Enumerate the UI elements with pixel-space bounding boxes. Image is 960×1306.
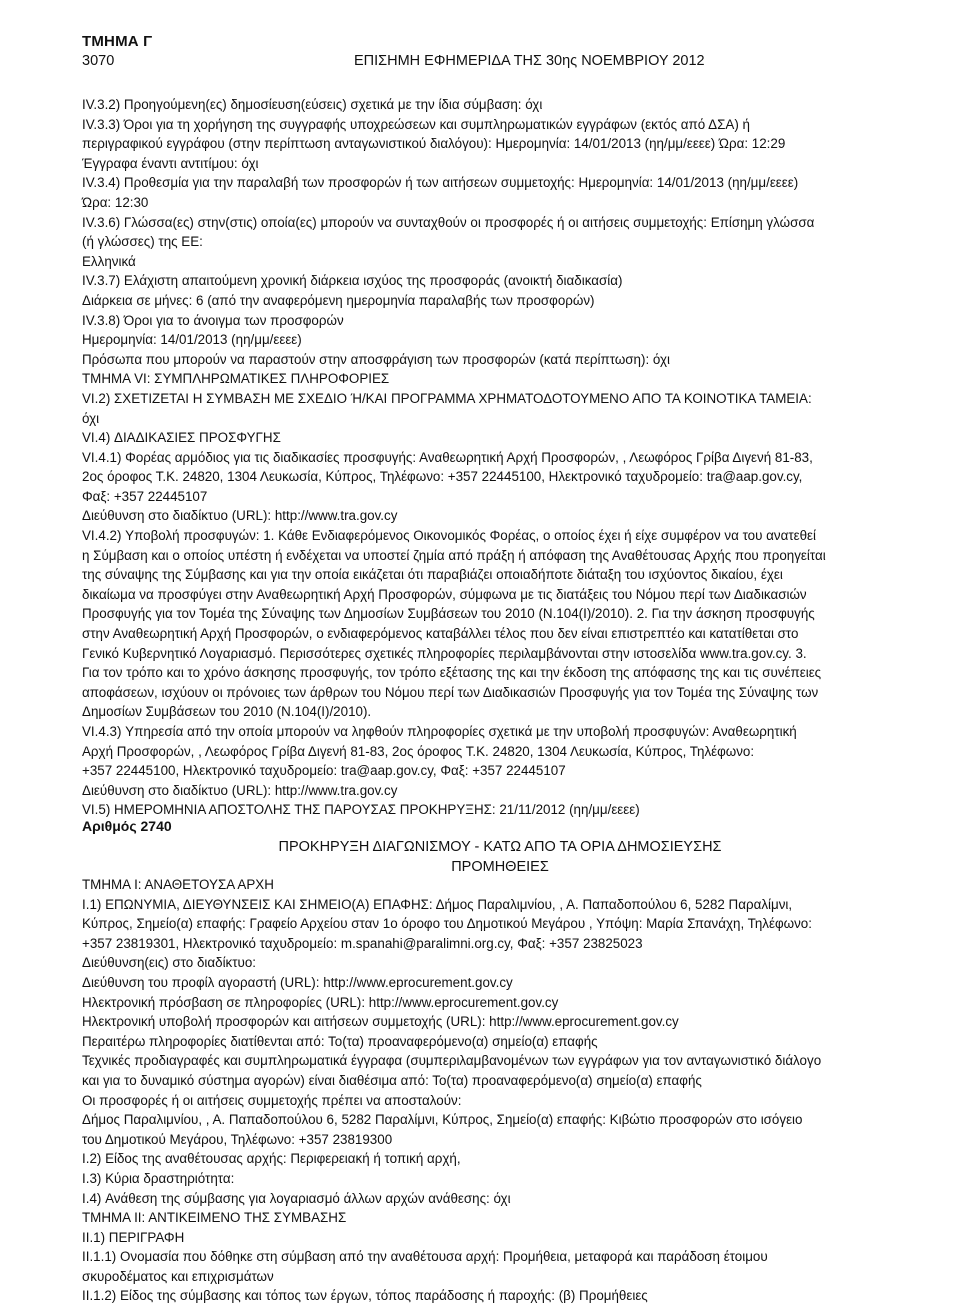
text-line: II.1) ΠΕΡΙΓΡΑΦΗ xyxy=(82,1229,185,1245)
notice-continuation-text xyxy=(82,95,918,820)
text-line: VI.5) ΗΜΕΡΟΜΗΝΙΑ ΑΠΟΣΤΟΛΗΣ ΤΗΣ ΠΑΡΟΥΣΑΣ ΠΡΟΚΗΡΥΞΗΣ: 21/11/2012 (ηη/μμ/εεεε) xyxy=(82,802,640,818)
page-header xyxy=(82,53,902,75)
text-line: Ηλεκτρονική υποβολή προσφορών και αιτήσεων συμμετοχής (URL): http://www.eprocurement.gov.cy xyxy=(82,1014,679,1030)
text-line: Αρχή Προσφορών, , Λεωφόρος Γρίβα Διγενή 81-83, 2ος όροφος Τ.Κ. 24820, 1304 Λευκωσία, Κύπρος, Τηλέφωνο: xyxy=(82,743,755,759)
notice-title-line1: ΠΡΟΚΗΡΥΞΗ ΔΙΑΓΩΝΙΣΜΟΥ - ΚΑΤΩ ΑΠΟ ΤΑ ΟΡΙΑ ΔΗΜΟΣΙΕΥΣΗΣ xyxy=(278,839,722,855)
text-line: (ή γλώσσες) της ΕΕ: xyxy=(82,234,203,250)
text-line: IV.3.3) Όροι για τη χορήγηση της συγγραφής υποχρεώσεων και συμπληρωματικών εγγράφων (εκτός από ΔΣΑ) ή xyxy=(82,116,750,132)
page-number: 3070 xyxy=(82,53,115,69)
text-line: Οι προσφορές ή οι αιτήσεις συμμετοχής πρέπει να αποσταλούν: xyxy=(82,1092,462,1108)
notice-title-line2: ΠΡΟΜΗΘΕΙΕΣ xyxy=(451,859,549,875)
text-line: Διεύθυνση στο διαδίκτυο (URL): http://www.tra.gov.cy xyxy=(82,508,398,524)
text-line: ΤΜΗΜΑ Ι: ΑΝΑΘΕΤΟΥΣΑ ΑΡΧΗ xyxy=(82,877,274,892)
text-line: +357 22445100, Ηλεκτρονικό ταχυδρομείο: tra@aap.gov.cy, Φαξ: +357 22445107 xyxy=(82,763,566,779)
text-line: στην Αναθεωρητική Αρχή Προσφορών, ο ενδιαφερόμενος καταβάλλει τέλος που δεν είναι επιστρεπτέο και κατατίθεται στο xyxy=(82,626,799,642)
text-line: IV.3.6) Γλώσσα(ες) στην(στις) οποία(ες) μπορούν να συνταχθούν οι προσφορές ή οι αιτήσεις συμμετοχής: Επίσημη γλώσσα xyxy=(82,214,815,230)
text-line: ΤΜΗΜΑ VI: ΣΥΜΠΛΗΡΩΜΑΤΙΚΕΣ ΠΛΗΡΟΦΟΡΙΕΣ xyxy=(82,371,390,387)
text-line: +357 23819301, Ηλεκτρονικό ταχυδρομείο: m.spanahi@paralimni.org.cy, Φαξ: +357 23825023 xyxy=(82,935,643,951)
text-line: I.3) Κύρια δραστηριότητα: xyxy=(82,1170,235,1186)
text-line: Προσφυγής για τον Τομέα της Σύναψης των Δημοσίων Συμβάσεων του 2010 (Ν.104(Ι)/2010). 2. Για την άσκηση προσφυγής xyxy=(82,606,815,622)
text-line: II.1.1) Ονομασία που δόθηκε στη σύμβαση από την αναθέτουσα αρχή: Προμήθεια, μεταφορά και παράδοση έτοιμου xyxy=(82,1249,768,1265)
text-line: Ημερομηνία: 14/01/2013 (ηη/μμ/εεεε) xyxy=(82,332,302,348)
text-line: περιγραφικού εγγράφου (στην περίπτωση ανταγωνιστικού διαλόγου): Ημερομηνία: 14/01/2013 (ηη/μμ/εεεε) Ώρα: 12:29 xyxy=(82,136,786,152)
text-line: Ώρα: 12:30 xyxy=(82,194,149,210)
text-line: ΤΜΗΜΑ ΙΙ: ΑΝΤΙΚΕΙΜΕΝΟ ΤΗΣ ΣΥΜΒΑΣΗΣ xyxy=(82,1210,347,1226)
text-line: της σύναψης της Σύμβασης και για την οποία εικάζεται ότι παραβιάζει οποιαδήποτε διάταξη του ισχύοντος δικαίου, έχει xyxy=(82,567,783,583)
notice-body-text xyxy=(82,875,918,1306)
text-line: I.2) Είδος της αναθέτουσας αρχής: Περιφερειακή ή τοπική αρχή, xyxy=(82,1151,461,1167)
text-line: Δημοσίων Συμβάσεων του 2010 (Ν.104(Ι)/2010). xyxy=(82,704,372,720)
text-line: VI.4.2) Υποβολή προσφυγών: 1. Κάθε Ενδιαφερόμενος Οικονομικός Φορέας, ο οποίος έχει ή είχε συμφέρον να του ανατεθεί xyxy=(82,528,816,544)
text-line: Ηλεκτρονική πρόσβαση σε πληροφορίες (URL): http://www.eprocurement.gov.cy xyxy=(82,994,559,1010)
notice-number: Αριθμός 2740 xyxy=(82,818,172,834)
text-line: Διεύθυνση(εις) στο διαδίκτυο: xyxy=(82,955,257,971)
text-line: II.1.2) Είδος της σύμβασης και τόπος των έργων, τόπος παράδοσης ή παροχής: (β) Προμήθειες xyxy=(82,1288,648,1304)
text-line: I.4) Ανάθεση της σύμβασης για λογαριασμό άλλων αρχών ανάθεσης: όχι xyxy=(82,1190,511,1206)
text-line: Για τον τρόπο και το χρόνο άσκησης προσφυγής, τον τρόπο εξέτασης της και την έκδοση της απόφασης της και τις συνέπειες xyxy=(82,665,822,681)
text-line: Ελληνικά xyxy=(82,253,136,269)
text-line: Διεύθυνση του προφίλ αγοραστή (URL): http://www.eprocurement.gov.cy xyxy=(82,974,513,990)
text-line: Πρόσωπα που μπορούν να παραστούν στην αποσφράγιση των προσφορών (κατά περίπτωση): όχι xyxy=(82,351,670,367)
text-line: IV.3.2) Προηγούμενη(ες) δημοσίευση(εύσεις) σχετικά με την ίδια σύμβαση: όχι xyxy=(82,97,543,112)
text-line: Περαιτέρω πληροφορίες διατίθενται από: Το(τα) προαναφερόμενο(α) σημείο(α) επαφής xyxy=(82,1033,598,1049)
text-line: Διάρκεια σε μήνες: 6 (από την αναφερόμενη ημερομηνία παραλαβής των προσφορών) xyxy=(82,292,595,308)
text-line: και για το δυναμικό σύστημα αγορών) είναι διαθέσιμα από: Το(τα) προαναφερόμενο(α) σημείο(α) επαφής xyxy=(82,1072,702,1088)
text-line: του Δημοτικού Μεγάρου, Τηλέφωνο: +357 23819300 xyxy=(82,1131,393,1147)
text-line: Έγγραφα έναντι αντιτίμου: όχι xyxy=(82,155,259,171)
text-line: Τεχνικές προδιαγραφές και συμπληρωματικά έγγραφα (συμπεριλαμβανομένων των εγγράφων για τον ανταγωνιστικό διάλογο xyxy=(82,1053,822,1069)
text-line: VI.4.1) Φορέας αρμόδιος για τις διαδικασίες προσφυγής: Αναθεωρητική Αρχή Προσφορών, , Λεωφόρος Γρίβα Διγενή 81-83, xyxy=(82,449,813,465)
text-line: Διεύθυνση στο διαδίκτυο (URL): http://www.tra.gov.cy xyxy=(82,782,398,798)
text-line: 2ος όροφος Τ.Κ. 24820, 1304 Λευκωσία, Κύπρος, Τηλέφωνο: +357 22445100, Ηλεκτρονικό ταχυδρομείο: tra@aap.gov.cy, xyxy=(82,469,803,485)
text-line: Κύπρος, Σημείο(α) επαφής: Γραφείο Αρχείου σταν 1ο όροφο του Δημοτικού Μεγάρου , Υπόψη: Μαρία Σπανάχη, Τηλέφωνο: xyxy=(82,916,812,932)
text-line: I.1) ΕΠΩΝΥΜΙΑ, ΔΙΕΥΘΥΝΣΕΙΣ ΚΑΙ ΣΗΜΕΙΟ(Α) ΕΠΑΦΗΣ: Δήμος Παραλιμνίου, , Α. Παπαδοπούλου 6, 5282 Παραλίμνι, xyxy=(82,896,793,912)
text-line: όχι xyxy=(82,410,100,426)
text-line: Δήμος Παραλιμνίου, , Α. Παπαδοπούλου 6, 5282 Παραλίμνι, Κύπρος, Σημείο(α) επαφής: Κιβώτιο προσφορών στο ισόγειο xyxy=(82,1112,803,1128)
text-line: Γενικό Κυβερνητικό Λογαριασμό. Περισσότερες σχετικές πληροφορίες περιλαμβάνονται στην ιστοσελίδα www.tra.gov.cy. 3. xyxy=(82,645,807,661)
section-tag: ΤΜΗΜΑ Γ xyxy=(82,33,153,50)
text-line: δικαίωμα να προσφύγει στην Αναθεωρητική Αρχή Προσφορών, σύμφωνα με τις διατάξεις του Νόμου περί των Διαδικασιών xyxy=(82,586,807,602)
text-line: η Σύμβαση και ο οποίος υπέστη ή ενδέχεται να υποστεί ζημία από πράξη ή απόφαση της Αναθέτουσας Αρχής που προηγείται xyxy=(82,547,826,563)
text-line: VI.4) ΔΙΑΔΙΚΑΣΙΕΣ ΠΡΟΣΦΥΓΗΣ xyxy=(82,430,281,446)
text-line: IV.3.4) Προθεσμία για την παραλαβή των προσφορών ή των αιτήσεων συμμετοχής: Ημερομηνία: 14/01/2013 (ηη/μμ/εεεε) xyxy=(82,175,799,191)
running-title: ΕΠΙΣΗΜΗ ΕΦΗΜΕΡΙΔΑ ΤΗΣ 30ης ΝΟΕΜΒΡΙΟΥ 2012 xyxy=(354,53,705,69)
text-line: IV.3.7) Ελάχιστη απαιτούμενη χρονική διάρκεια ισχύος της προσφοράς (ανοικτή διαδικασία) xyxy=(82,273,623,289)
text-line: αποφάσεων, ισχύουν οι πρόνοιες των άρθρων του Νόμου περί των Διαδικασιών Προσφυγής για τον Τομέα της Σύναψης των xyxy=(82,684,819,700)
text-line: Φαξ: +357 22445107 xyxy=(82,488,208,504)
text-line: IV.3.8) Όροι για το άνοιγμα των προσφορών xyxy=(82,312,344,328)
text-line: VI.4.3) Υπηρεσία από την οποία μπορούν να ληφθούν πληροφορίες σχετικά με την υποβολή προσφυγών: Αναθεωρητική xyxy=(82,724,797,739)
text-line: VI.2) ΣΧΕΤΙΖΕΤΑΙ Η ΣΥΜΒΑΣΗ ΜΕ ΣΧΕΔΙΟ Ή/ΚΑΙ ΠΡΟΓΡΑΜΜΑ ΧΡΗΜΑΤΟΔΟΤΟΥΜΕΝΟ ΑΠΟ ΤΑ ΚΟΙΝΟΤΙΚΑ ΤΑΜΕΙΑ: xyxy=(82,390,812,406)
text-line: σκυροδέματος και επιχρισμάτων xyxy=(82,1268,274,1284)
